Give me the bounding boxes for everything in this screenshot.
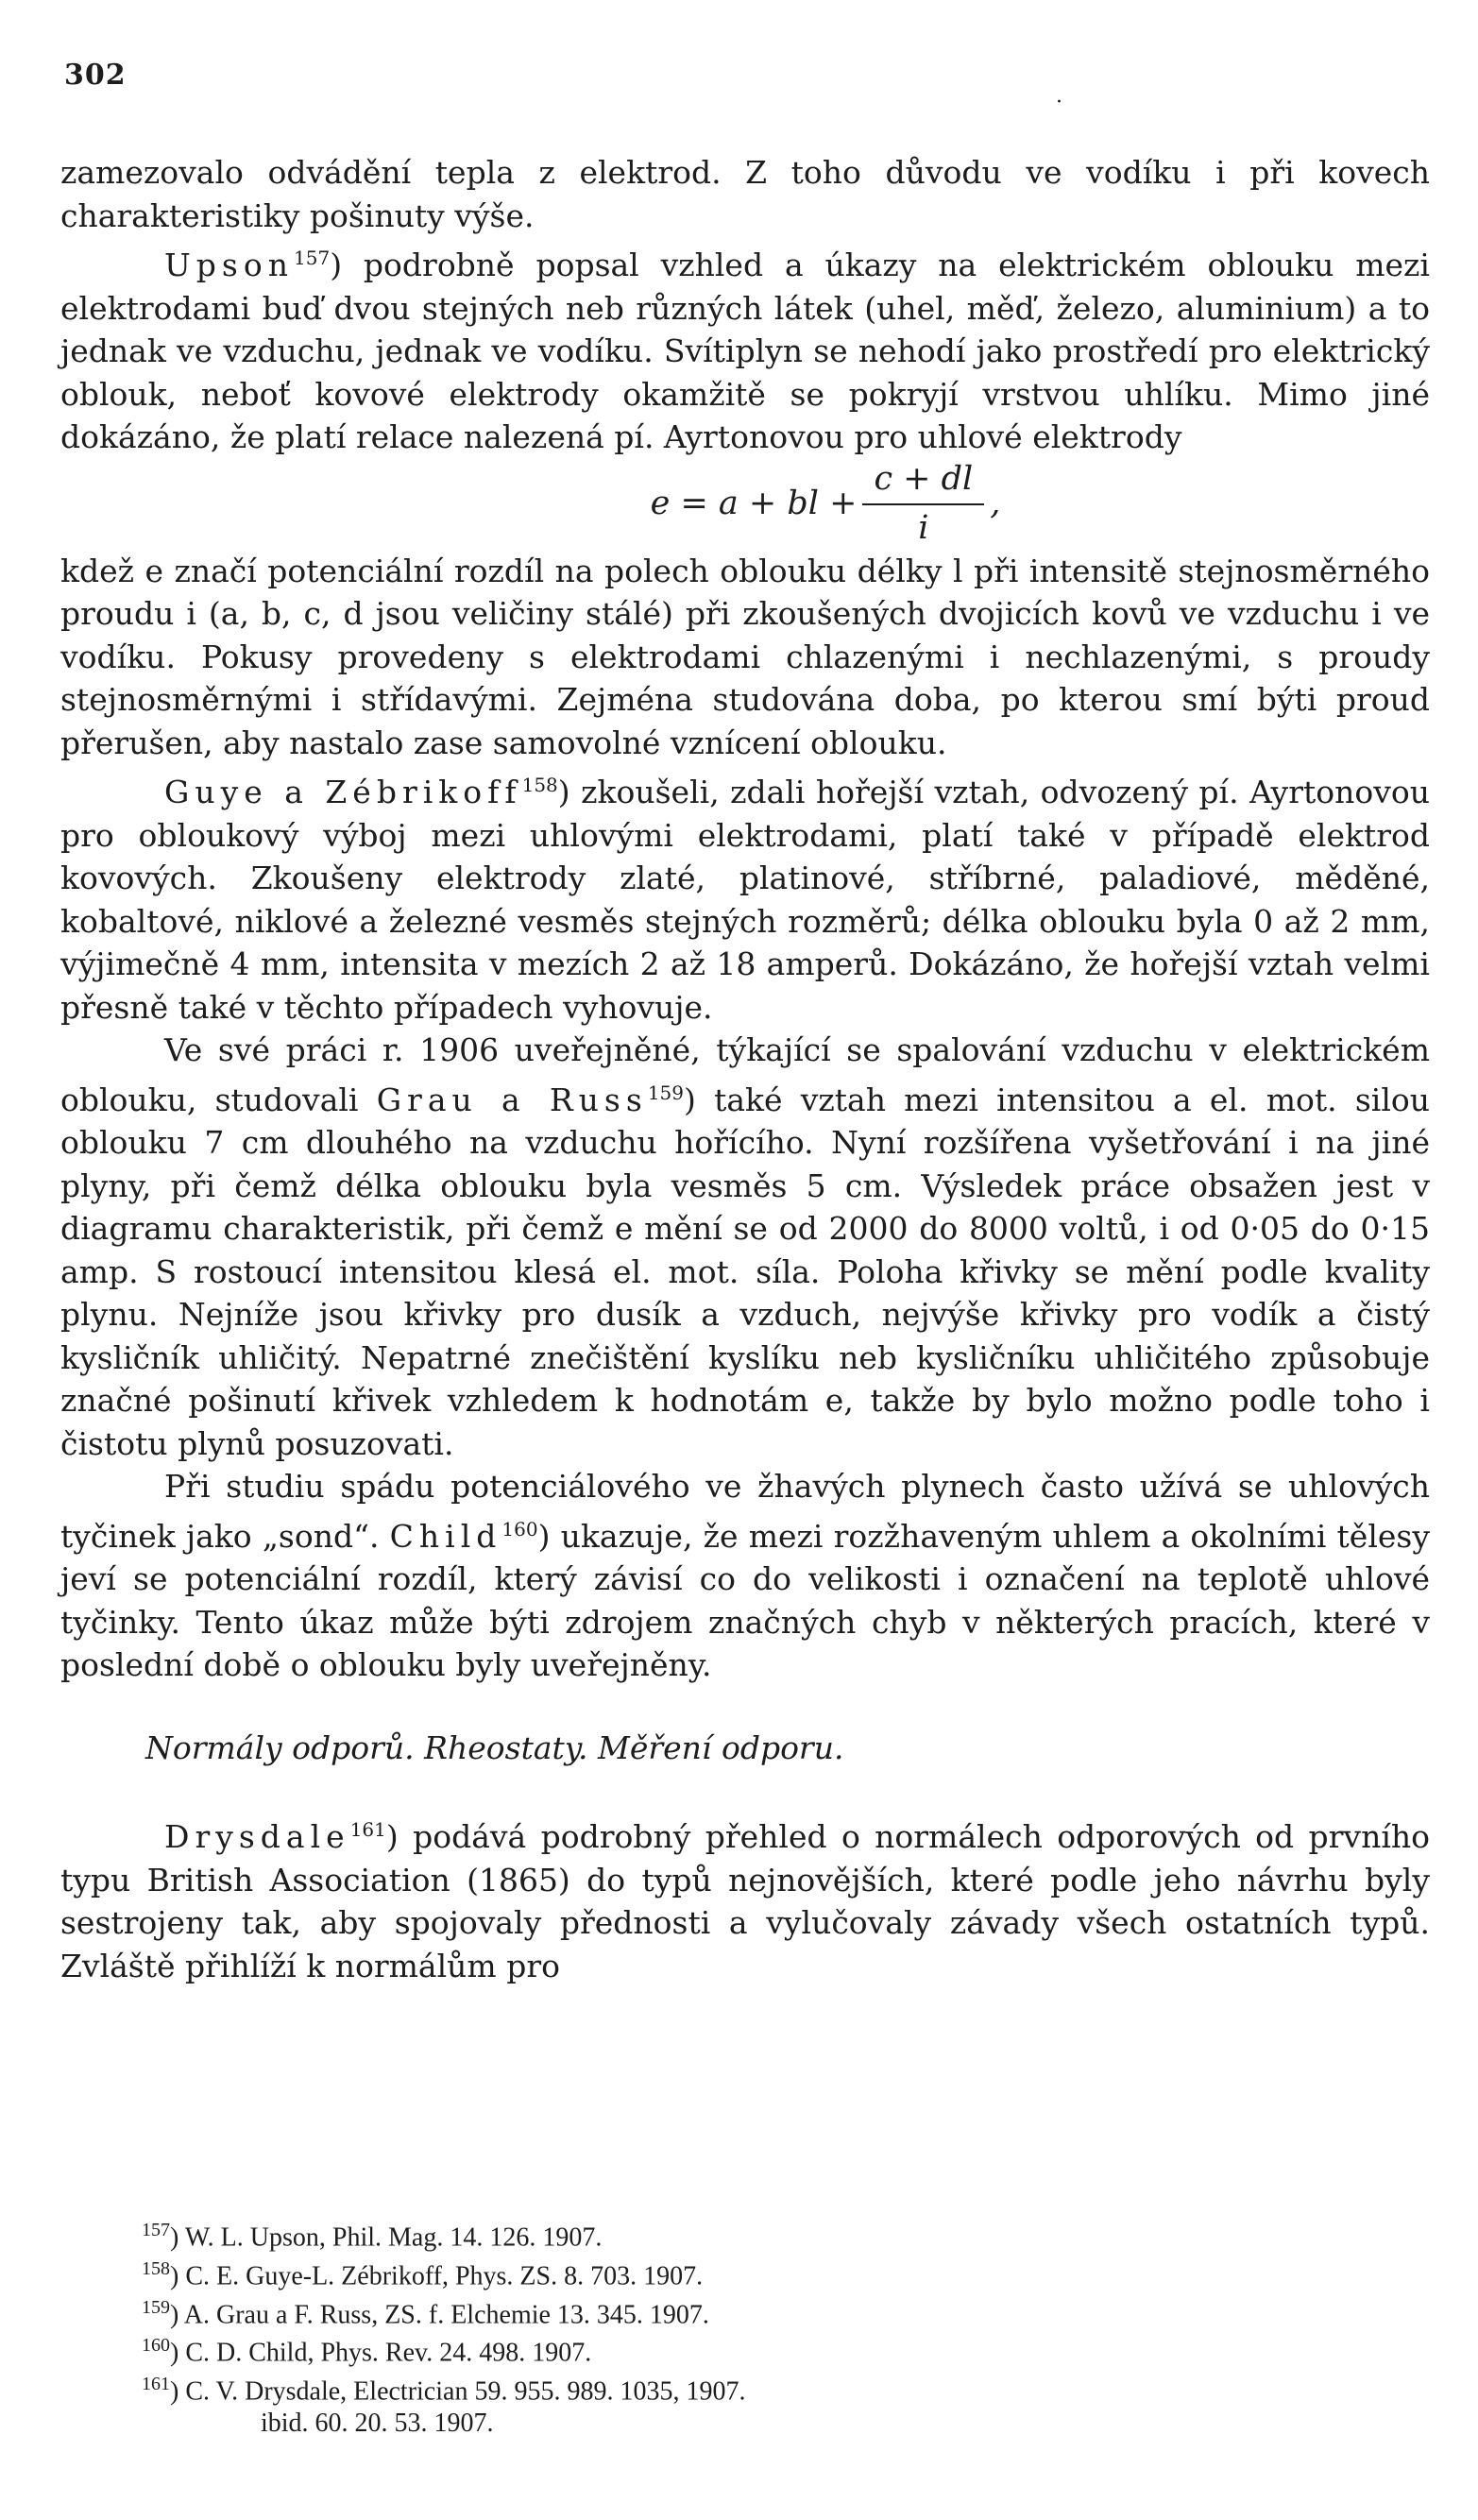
paragraph	[60, 237, 1430, 459]
footnote-ref: 161	[349, 1818, 386, 1841]
footnote-text: ) W. L. Upson, Phil. Mag. 14. 126. 1907.	[170, 2222, 603, 2253]
paragraph	[60, 1029, 1430, 1465]
footnote	[142, 2292, 1369, 2331]
formula-trail: ,	[990, 484, 1001, 522]
paragraph-text: ) zkoušeli, zdali hořejší vztah, odvozený pí. Ayrtonovou pro obloukový výboj mezi uhlovými elektrodami, platí také v případě elektrod kovových. Zkoušeny elektrody zlaté, platinové, stříbrné, paladiové, měděné, kobaltové, niklové a železné vesměs stejných rozměrů; délka oblouku byla 0 až 2 mm, výjimečně 4 mm, intensita v mezích 2 až 18 amperů. Dokázáno, že hořejší vztah velmi přesně také v těchto případech vyhovuje.	[60, 774, 1430, 1026]
paragraph-text: Ve své práci r. 1906 uveřejněné, týkající se spalování vzduchu v elektrickém oblouku, studovali	[60, 1031, 1430, 1118]
paragraph-text: ) ukazuje, že mezi rozžhaveným uhlem a okolními tělesy jeví se potenciální rozdíl, který závisí co do velikosti i označení na teplotě uhlové tyčinky. Tento úkaz může býti zdrojem značných chyb v některých pracích, které v poslední době o oblouku byly uveřejněny.	[60, 1517, 1430, 1683]
footnote-ref: 160	[501, 1517, 538, 1541]
formula-numerator: c + dl	[862, 458, 984, 505]
paragraph-text: ) také vztah mezi intensitou a el. mot. silou oblouku 7 cm dlouhého na vzduchu hořícího. Nyní rozšířena vyšetřování i na jiné plyny, při čemž délka oblouku byla vesměs 5 cm. Výsledek práce obsažen jest v diagramu charakteristik, při čemž e mění se od 2000 do 8000 voltů, i od 0·05 do 0·15 amp. S rostoucí intensitou klesá el. mot. síla. Poloha křivky se mění podle kvality plynu. Nejníže jsou křivky pro dusík a vzduch, nejvýše křivky pro vodík a čistý kysličník uhličitý. Nepatrné znečištění kyslíku neb kysličníku uhličitého způsobuje značné pošinutí křivek vzhledem k hodnotám e, takže by bylo možno podle toho i čistotu plynů posuzovati.	[60, 1081, 1430, 1462]
author-name: Child	[389, 1517, 502, 1555]
footnote-text: ) C. D. Child, Phys. Rev. 24. 498. 1907.	[170, 2338, 592, 2368]
formula-lhs: e = a + bl +	[650, 484, 858, 522]
footnote	[142, 2254, 1369, 2292]
formula-fraction	[862, 458, 984, 550]
footnote-number: 160	[142, 2335, 170, 2357]
formula	[60, 459, 1430, 550]
author-name: Drysdale	[164, 1818, 350, 1855]
section-heading: Normály odporů. Rheostaty. Měření odporu.	[145, 1728, 844, 1766]
print-dot-mark: ·	[1056, 91, 1062, 114]
paragraph	[60, 764, 1430, 1029]
paragraph-text: ) podává podrobný přehled o normálech odporových od prvního typu British Association (1865) do typů nejnovějších, které podle jeho návrhu byly sestrojeny tak, aby spojovaly přednosti a vylučovaly závady všech ostatních typů. Zvláště přihlíží k normálům pro	[60, 1818, 1430, 1984]
footnote-text: ) C. V. Drysdale, Electrician 59. 955. 989. 1035, 1907.	[170, 2376, 746, 2407]
paragraph-text: ) podrobně popsal vzhled a úkazy na elektrickém oblouku mezi elektrodami buď dvou stejných neb různých látek (uhel, měď, železo, aluminium) a to jednak ve vzduchu, jednak ve vodíku. Svítiplyn se nehodí jako prostředí pro elektrický oblouk, neboť kovové elektrody okamžitě se pokryjí vrstvou uhlíku. Mimo jiné dokázáno, že platí relace nalezená pí. Ayrtonovou pro uhlové elektrody	[60, 247, 1430, 455]
formula-denominator: i	[918, 508, 929, 547]
author-name: Guye a Zébrikoff	[164, 774, 522, 810]
footnote-ref: 159	[647, 1081, 684, 1104]
footnotes	[142, 2215, 1369, 2440]
footnote	[142, 2330, 1369, 2369]
author-name: Grau a Russ	[376, 1081, 648, 1118]
footnote-text: ) C. E. Guye-L. Zébrikoff, Phys. ZS. 8. 703. 1907.	[170, 2261, 704, 2291]
footnote	[142, 2215, 1369, 2254]
paragraph: zamezovalo odvádění tepla z elektrod. Z toho důvodu ve vodíku i při kovech charakteristiky pošinuty výše.	[60, 154, 1430, 234]
footnote-continuation: ibid. 60. 20. 53. 1907.	[261, 2409, 494, 2439]
paragraph	[60, 1465, 1430, 1687]
body-text	[60, 151, 1430, 1987]
author-name: Upson	[164, 247, 294, 283]
footnote-number: 161	[142, 2374, 170, 2395]
footnote-text: ) A. Grau a F. Russ, ZS. f. Elchemie 13. 345. 1907.	[170, 2299, 709, 2329]
footnote-number: 157	[142, 2220, 170, 2240]
page-number: 302	[64, 59, 127, 92]
footnote-ref: 157	[294, 247, 331, 269]
footnote-number: 158	[142, 2257, 170, 2279]
paragraph	[60, 1809, 1430, 1987]
footnote-number: 159	[142, 2296, 170, 2318]
paragraph: kdež e značí potenciální rozdíl na polech oblouku délky l při intensitě stejnosměrného proudu i (a, b, c, d jsou veličiny stálé) při zkoušených dvojicích kovů ve vzduchu i ve vodíku. Pokusy provedeny s elektrodami chlazenými i nechlazenými, s proudy stejnosměrnými i střídavými. Zejména studována doba, po kterou smí býti proud přerušen, aby nastalo zase samovolné vznícení oblouku.	[60, 552, 1430, 761]
paragraph-text: Při studiu spádu potenciálového ve žhavých plynech často užívá se uhlových tyčinek jako „sond“.	[60, 1468, 1430, 1555]
footnote-ref: 158	[521, 774, 558, 796]
footnote	[142, 2369, 1369, 2408]
